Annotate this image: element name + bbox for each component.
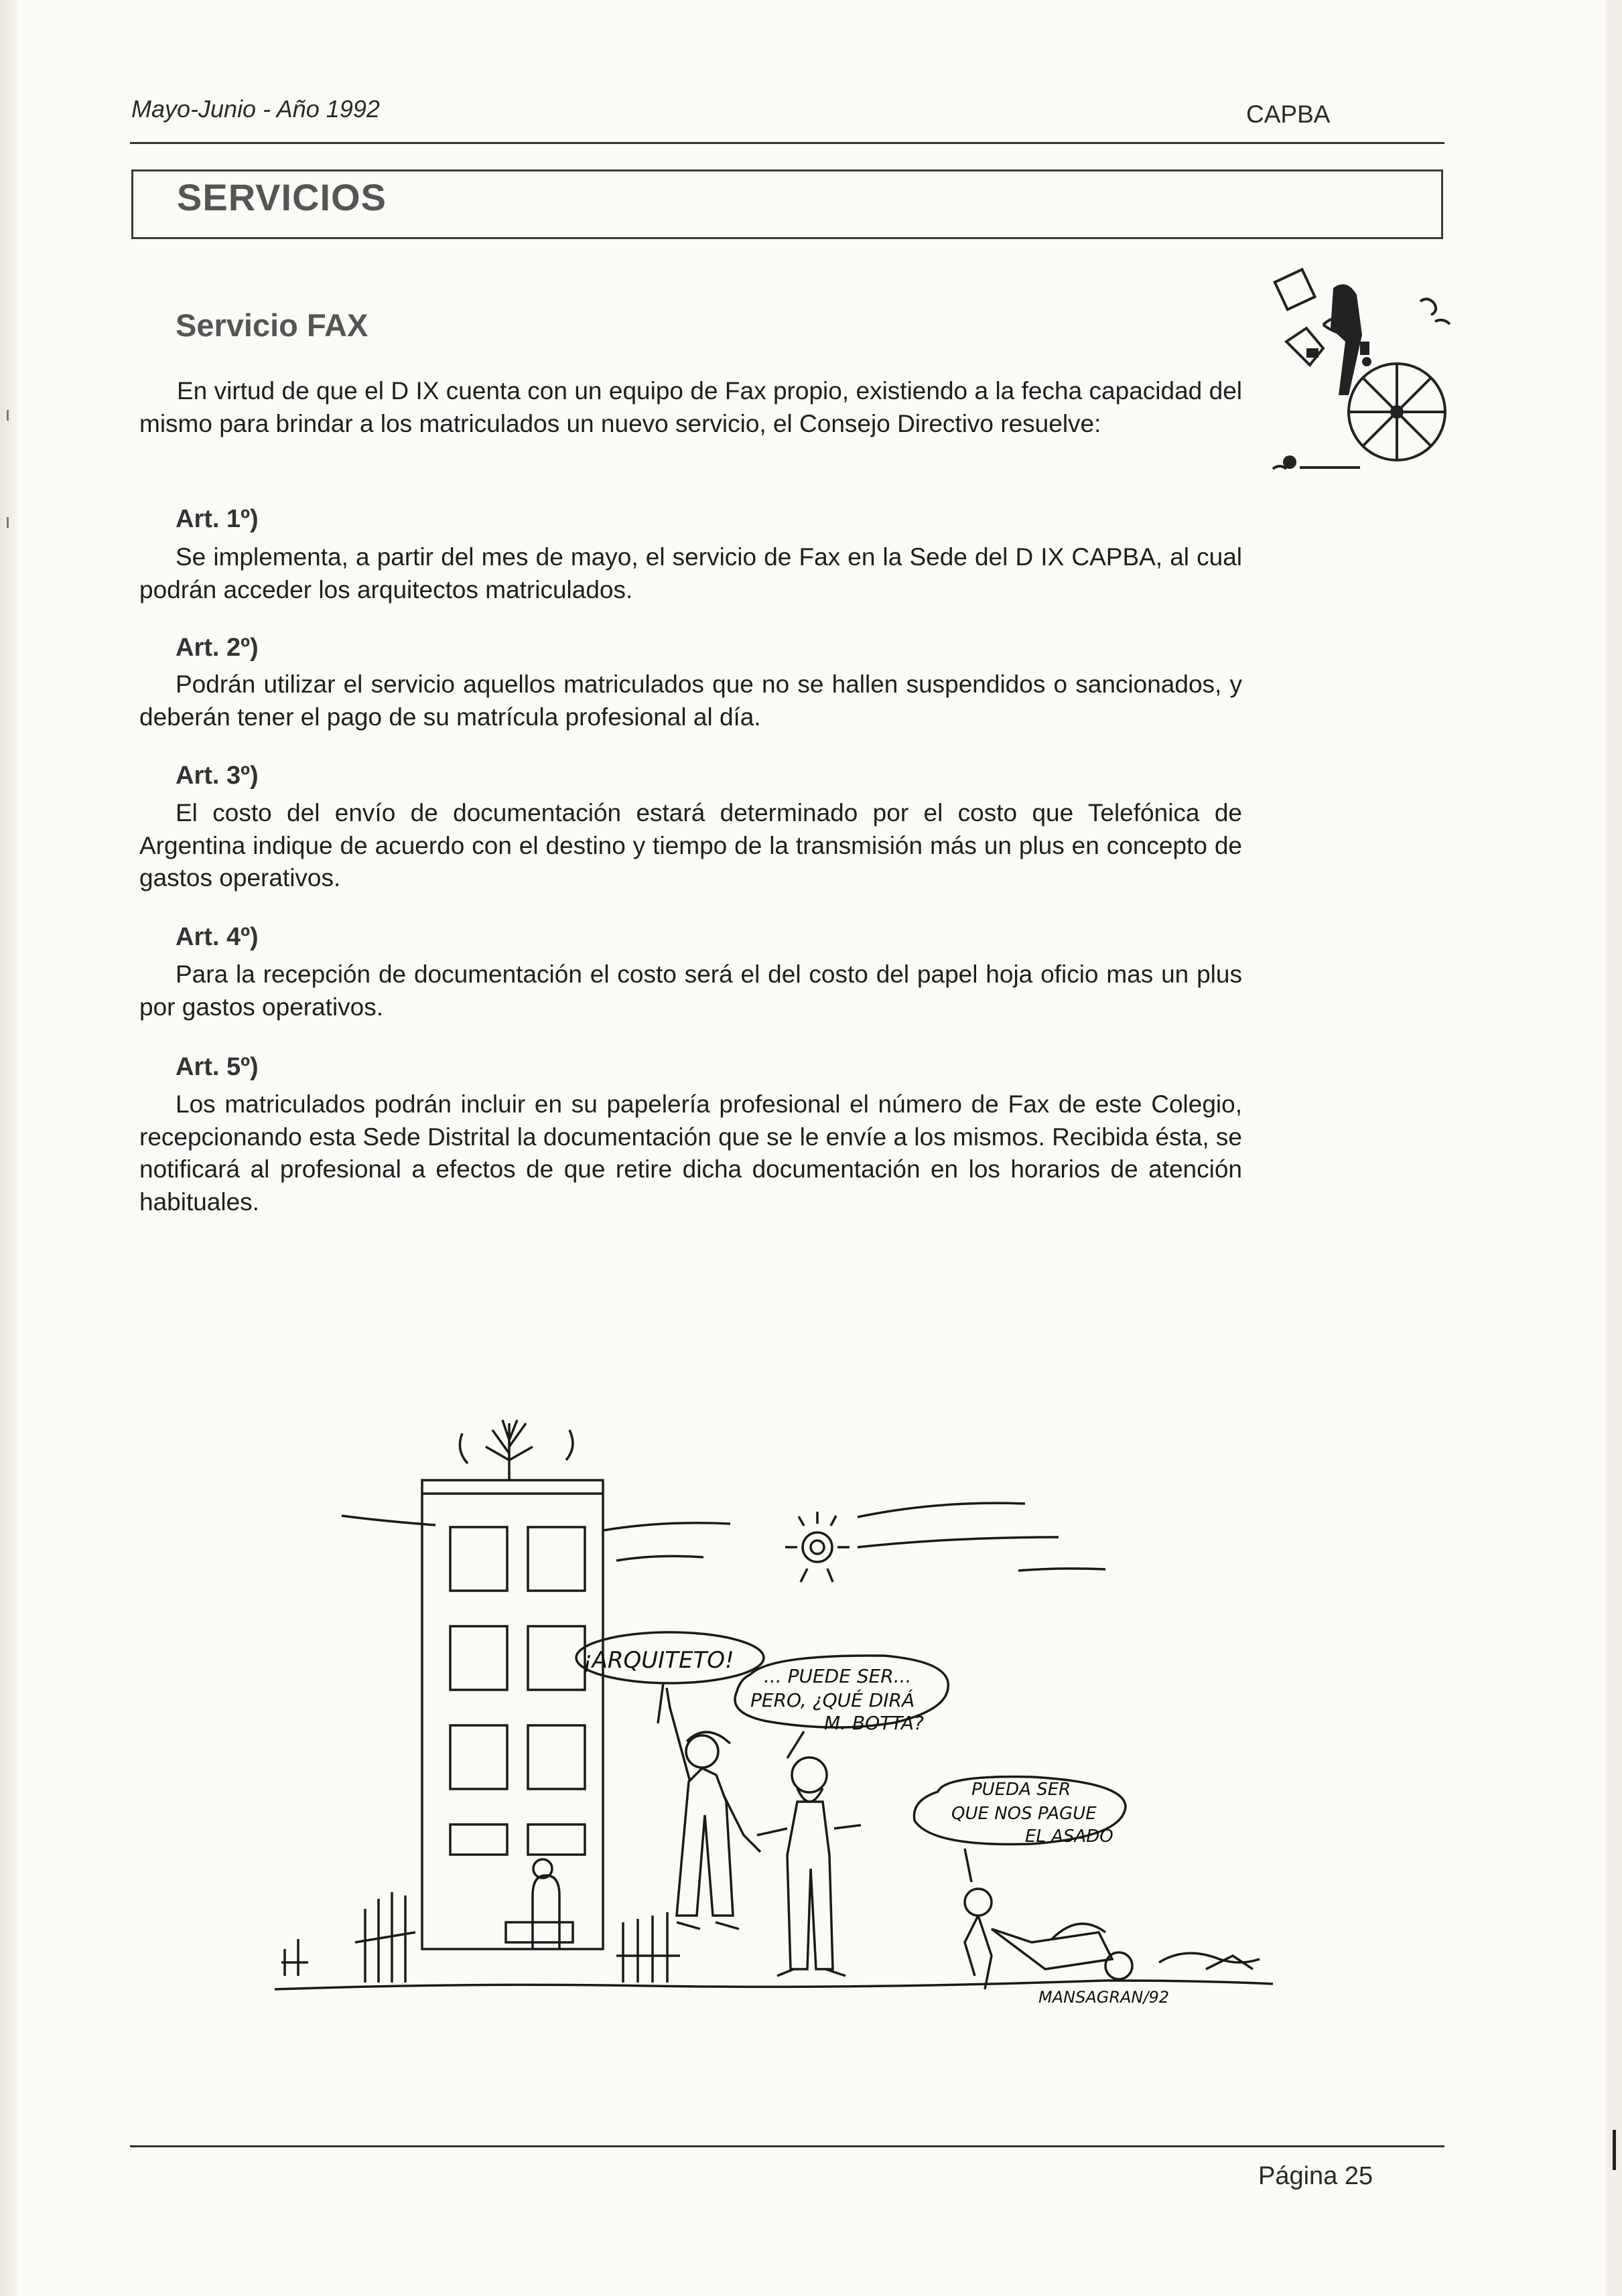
bubble-3-line-3: EL ASADO xyxy=(1025,1826,1113,1847)
issue-date: Mayo-Junio - Año 1992 xyxy=(131,95,380,123)
publisher-name: CAPBA xyxy=(1246,100,1331,128)
bubble-2-line-3: M. BOTTA? xyxy=(824,1712,924,1734)
page-right-edge xyxy=(1606,0,1622,2296)
article-1-text: Se implementa, a partir del mes de mayo, el servicio de Fax en la Sede del D IX CAPBA, al cual podrán acceder los arquitectos matriculados. xyxy=(139,543,1242,603)
article-3-text: El costo del envío de documentación estará determinado por el costo que Telefónica de Argentina indique de acuerdo con el destino y tiempo de la transmisión más un plus en concepto de gastos operativos. xyxy=(139,799,1242,891)
bubble-1-text: ¡ARQUITETO! xyxy=(583,1647,734,1674)
article-4-text: Para la recepción de documentación el costo será el del costo del papel hoja oficio mas un plus por gastos operativos. xyxy=(139,960,1242,1021)
intro-paragraph: En virtud de que el D IX cuenta con un equipo de Fax propio, existiendo a la fecha capacidad del mismo para brindar a los matriculados un nuevo servicio, el Consejo Directivo resuelve: xyxy=(139,377,1242,437)
bubble-2-line-1: ... PUEDE SER... xyxy=(764,1665,912,1687)
article-1-heading: Art. 1º) xyxy=(176,505,259,533)
bicycle-illustration xyxy=(1260,261,1461,489)
cartoon-signature: MANSAGRAN/92 xyxy=(1038,1988,1169,2007)
section-title: SERVICIOS xyxy=(177,176,387,218)
article-3-heading: Art. 3º) xyxy=(176,762,259,790)
article-2-heading: Art. 2º) xyxy=(176,634,259,662)
edge-mark xyxy=(1613,2130,1616,2170)
footer-divider xyxy=(130,2145,1444,2147)
bubble-2-line-2: PERO, ¿QUÉ DIRÁ xyxy=(750,1689,915,1711)
page-number: Página 25 xyxy=(1258,2162,1373,2190)
article-5-text: Los matriculados podrán incluir en su papelería profesional el número de Fax de este Colegio, recepcionando esta Sede Distrital la documentación que se le envíe a los mismos. Recibida ésta, se notificará al profesional a efectos de que retire dicha documentación en los horarios de atención habituales. xyxy=(139,1090,1242,1216)
article-5-heading: Art. 5º) xyxy=(176,1053,259,1081)
header-divider xyxy=(130,142,1444,144)
page-left-edge xyxy=(0,0,17,2296)
article-2-text: Podrán utilizar el servicio aquellos matriculados que no se hallen suspendidos o sancionados, y deberán tener el pago de su matrícula profesional al día. xyxy=(139,670,1242,731)
article-title: Servicio FAX xyxy=(176,307,368,343)
binding-mark xyxy=(7,410,9,421)
bubble-3-line-1: PUEDA SER xyxy=(971,1780,1071,1800)
binding-mark xyxy=(7,517,9,528)
bubble-3-line-2: QUE NOS PAGUE xyxy=(951,1804,1097,1824)
construction-cartoon xyxy=(268,1393,1313,2036)
article-4-heading: Art. 4º) xyxy=(176,923,259,951)
